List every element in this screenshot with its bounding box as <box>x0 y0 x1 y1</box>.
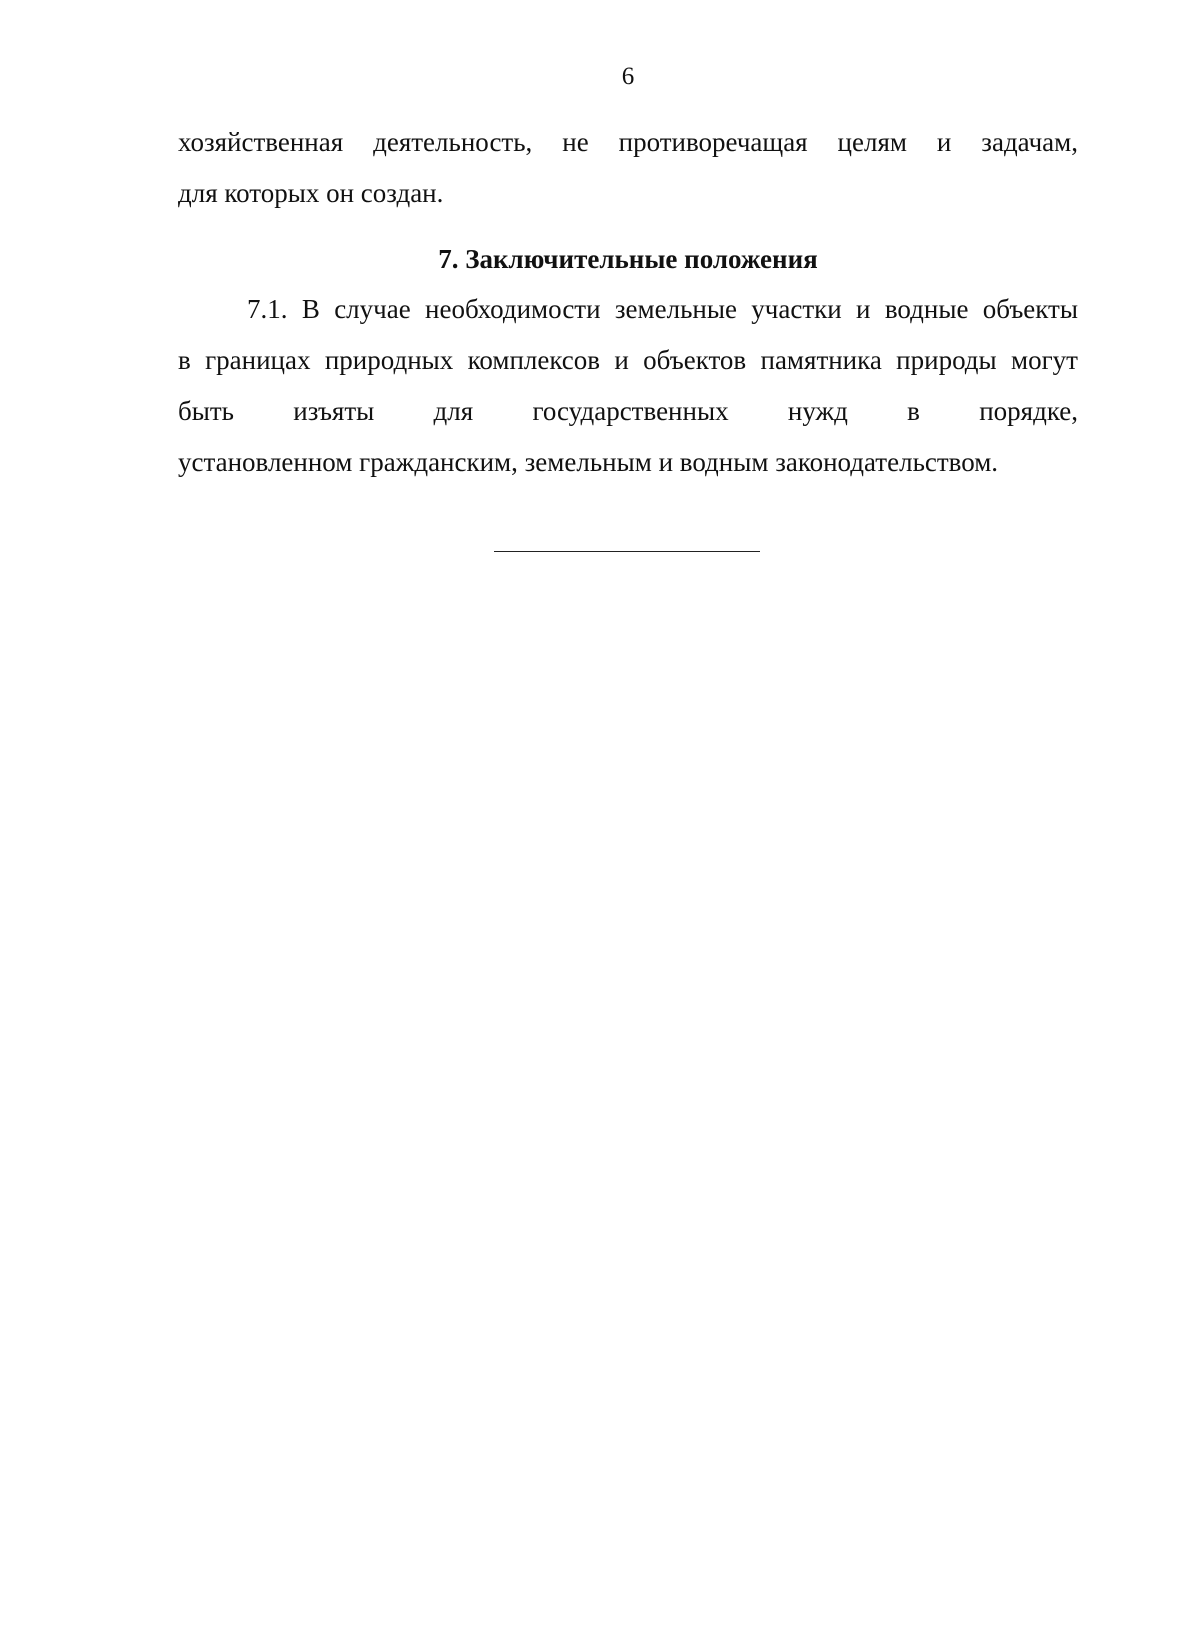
paragraph-line: установленном гражданским, земельным и водным законодательством. <box>178 447 999 477</box>
continuation-paragraph <box>178 117 1078 219</box>
page-number: 6 <box>621 63 635 90</box>
paragraph-line: хозяйственная деятельность, не противоречащая целям и задачам, <box>178 127 1078 157</box>
clause-7-1-paragraph <box>178 284 1078 488</box>
section-heading: 7. Заключительные положения <box>438 244 818 274</box>
closing-divider <box>494 551 760 552</box>
paragraph-line: для которых он создан. <box>178 178 444 208</box>
paragraph-line: 7.1. В случае необходимости земельные участки и водные объекты <box>247 294 1078 324</box>
paragraph-line: в границах природных комплексов и объектов памятника природы могут <box>178 345 1078 375</box>
paragraph-line: быть изъяты для государственных нужд в порядке, <box>178 396 1078 426</box>
